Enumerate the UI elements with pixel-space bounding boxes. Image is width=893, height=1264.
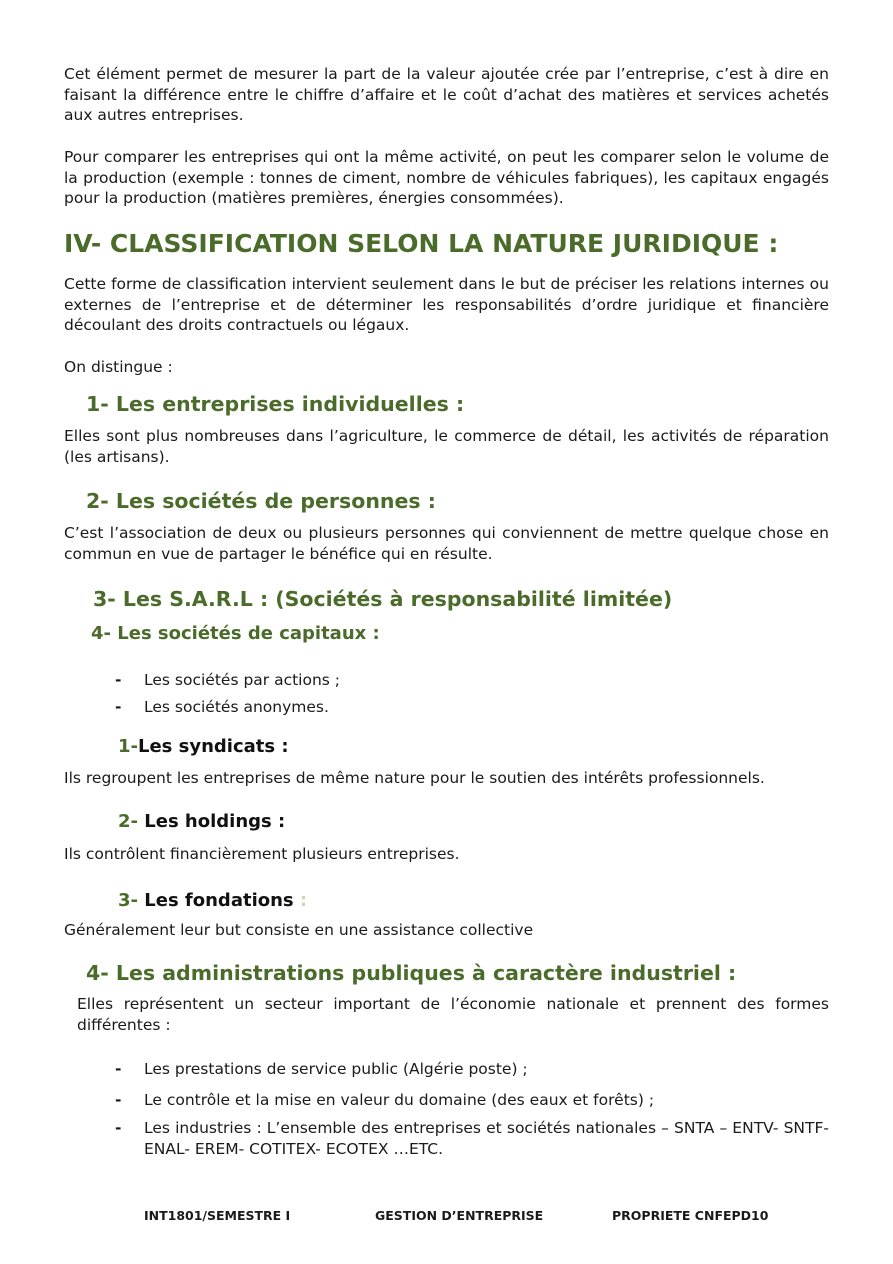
- paragraph-syndicats: Ils regroupent les entreprises de même nature pour le soutien des intérêts professionnels.: [64, 769, 765, 787]
- heading-societes-de-personnes: 2- Les sociétés de personnes :: [86, 489, 436, 513]
- heading-societes-de-capitaux: 4- Les sociétés de capitaux :: [91, 623, 380, 644]
- paragraph-on-distingue: On distingue :: [64, 358, 173, 376]
- list-item: [115, 1090, 829, 1111]
- list-item-text: Le contrôle et la mise en valeur du domaine (des eaux et forêts) ;: [144, 1091, 655, 1109]
- footer-subject: GESTION D’ENTREPRISE: [375, 1208, 544, 1223]
- paragraph-comparer: Pour comparer les entreprises qui ont la même activité, on peut les comparer selon le volume de la production (exemple : tonnes de ciment, nombre de véhicules fabriques), les capitaux engagés pour la production (matières premières, énergies consommées).: [64, 148, 829, 207]
- heading-administrations-publiques: 4- Les administrations publiques à caractère industriel :: [86, 961, 737, 985]
- heading-label: Les holdings :: [138, 811, 286, 832]
- list-item: [115, 1118, 829, 1159]
- list-item: [115, 670, 829, 691]
- list-item: [115, 1059, 829, 1080]
- paragraph-valeur-ajoutee: Cet élément permet de mesurer la part de la valeur ajoutée crée par l’entreprise, c’est à dire en faisant la différence entre le chiffre d’affaire et le coût d’achat des matières et services achetés aux autres entreprises.: [64, 65, 829, 124]
- list-item-text: Les sociétés par actions ;: [144, 671, 341, 689]
- list-item-text: Les prestations de service public (Algérie poste) ;: [144, 1060, 528, 1078]
- bullet-dash: -: [115, 698, 122, 716]
- page-number: 10: [751, 1208, 769, 1223]
- heading-number: 3-: [118, 890, 138, 911]
- list-item: [115, 697, 829, 718]
- footer-course-code: INT1801/SEMESTRE I: [144, 1208, 291, 1223]
- section-heading-iv: IV- CLASSIFICATION SELON LA NATURE JURIDIQUE :: [64, 229, 779, 258]
- paragraph-holdings: Ils contrôlent financièrement plusieurs entreprises.: [64, 845, 460, 863]
- list-item-text: Les sociétés anonymes.: [144, 698, 329, 716]
- heading-colon: :: [299, 890, 308, 911]
- heading-label: Les fondations: [138, 890, 300, 911]
- heading-number: 2-: [118, 811, 138, 832]
- bullet-dash: -: [115, 671, 122, 689]
- bullet-dash: -: [115, 1091, 122, 1109]
- paragraph-personnes: C’est l’association de deux ou plusieurs personnes qui conviennent de mettre quelque chose en commun en vue de partager le bénéfice qui en résulte.: [64, 524, 829, 563]
- footer-owner: PROPRIETE CNFEPD: [612, 1208, 752, 1223]
- heading-entreprises-individuelles: 1- Les entreprises individuelles :: [86, 392, 465, 416]
- heading-syndicats: [118, 736, 289, 757]
- heading-label: Les syndicats :: [138, 736, 289, 757]
- paragraph-classification-intro: Cette forme de classification intervient seulement dans le but de préciser les relations internes ou externes de l’entreprise et de déterminer les responsabilités d’ordre juridique et financière découlant des droits contractuels ou légaux.: [64, 275, 829, 334]
- heading-holdings: [118, 811, 285, 832]
- paragraph-fondations: Généralement leur but consiste en une assistance collective: [64, 921, 534, 939]
- heading-fondations: [118, 890, 307, 911]
- paragraph-individuelles: Elles sont plus nombreuses dans l’agriculture, le commerce de détail, les activités de réparation (les artisans).: [64, 427, 829, 466]
- list-item-text: Les industries : L’ensemble des entreprises et sociétés nationales – SNTA – ENTV- SNTF- ENAL- EREM- COTITEX- ECOTEX …ETC.: [144, 1119, 829, 1158]
- bullet-dash: -: [115, 1060, 122, 1078]
- heading-sarl: 3- Les S.A.R.L : (Sociétés à responsabilité limitée): [93, 587, 673, 611]
- bullet-dash: -: [115, 1119, 122, 1137]
- paragraph-administrations: Elles représentent un secteur important de l’économie nationale et prennent des formes différentes :: [77, 995, 829, 1034]
- heading-number: 1-: [118, 736, 138, 757]
